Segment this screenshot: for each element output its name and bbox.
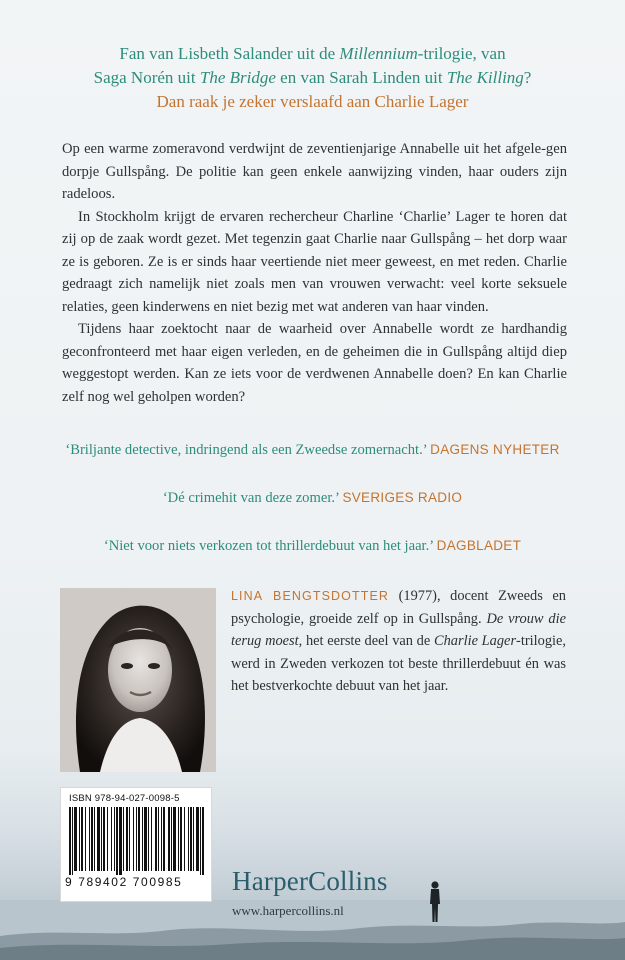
barcode-bar bbox=[200, 807, 201, 875]
barcode-bar bbox=[91, 807, 93, 871]
barcode-bar bbox=[158, 807, 159, 871]
barcode-bar bbox=[151, 807, 152, 871]
tagline-line-1 bbox=[40, 42, 585, 66]
bio-text: -trilogie, werd in Zweden verkozen tot beste thrillerdebuut én was het bestverkochte debuut van het jaar. bbox=[231, 633, 566, 695]
quote-text: ‘Dé crimehit van deze zomer.’ bbox=[162, 490, 343, 506]
tagline-text: Fan van Lisbeth Salander uit de bbox=[119, 44, 340, 63]
barcode-bar bbox=[196, 807, 199, 871]
synopsis-paragraph-1: Op een warme zomeravond verdwijnt de zeventienjarige Annabelle uit het afgele-gen dorpje Gullspång. De politie kan geen enkele aanwijzing vinden, haar ouders zijn radeloos. bbox=[62, 141, 567, 202]
author-bio bbox=[231, 585, 566, 698]
review-quote-2 bbox=[40, 490, 585, 507]
tagline-text: Saga Norén uit bbox=[93, 68, 200, 87]
barcode-bars bbox=[67, 807, 205, 875]
review-quote-3 bbox=[40, 538, 585, 555]
bio-text: , het eerste deel van de bbox=[298, 633, 434, 650]
review-quote-1 bbox=[40, 442, 585, 459]
barcode-bar bbox=[89, 807, 90, 871]
tagline-text: ? bbox=[523, 68, 532, 87]
barcode-bar bbox=[79, 807, 80, 871]
barcode-bar bbox=[161, 807, 162, 871]
barcode-bar bbox=[163, 807, 165, 871]
bio-text: (1977), docent Zweeds en psychologie, groeide zelf op in Gullspång. bbox=[231, 588, 566, 627]
bio-series-title: Charlie Lager bbox=[433, 633, 517, 650]
tagline-title-millennium: Millennium bbox=[339, 44, 418, 63]
tagline-line-3: Dan raak je zeker verslaafd aan Charlie Lager bbox=[156, 92, 469, 111]
tagline-title-the-bridge: The Bridge bbox=[199, 68, 276, 87]
barcode-bar bbox=[72, 807, 73, 875]
synopsis-paragraph-3: Tijdens haar zoektocht naar de waarheid over Annabelle wordt ze hardhandig geconfronteerd met haar eigen verleden, en de geheimen die in Gullspång altijd diep weggestopt werden. Kan ze iets voor de verdwenen Annabelle doen? En kan Charlie zelf nog wel geholpen worden? bbox=[62, 321, 567, 405]
bio-book-title: De vrouw die terug moest bbox=[231, 610, 566, 650]
barcode-bar bbox=[148, 807, 149, 871]
barcode-bar bbox=[180, 807, 182, 871]
publisher-url[interactable]: www.harpercollins.nl bbox=[232, 903, 344, 918]
tagline-line-2 bbox=[40, 66, 585, 90]
barcode-bar bbox=[103, 807, 105, 871]
barcode-bar bbox=[111, 807, 112, 871]
barcode-bar bbox=[101, 807, 102, 871]
quote-text: ‘Niet voor niets verkozen tot thrillerdebuut van het jaar.’ bbox=[103, 538, 437, 554]
barcode-bar bbox=[97, 807, 100, 871]
barcode-bar bbox=[144, 807, 147, 871]
barcode-bar bbox=[133, 807, 134, 871]
barcode-bar bbox=[126, 807, 128, 871]
quote-source: SVERIGES RADIO bbox=[342, 490, 463, 505]
barcode-bar bbox=[107, 807, 108, 871]
barcode-bar bbox=[129, 807, 130, 871]
barcode-bar bbox=[136, 807, 137, 871]
ean-digits: 9 789402 700985 bbox=[65, 875, 183, 889]
barcode-bar bbox=[184, 807, 185, 871]
barcode-bar bbox=[119, 807, 122, 875]
quote-text: ‘Briljante detective, indringend als een Zweedse zomernacht.’ bbox=[65, 442, 431, 458]
synopsis-paragraph-2: In Stockholm krijgt de ervaren rechercheur Charline ‘Charlie’ Lager te horen dat zij op de zaak wordt gezet. Met tegenzin gaat Charlie naar Gullspång – het dorp waar ze is geboren. Ze is er sinds haar veertiende niet meer geweest, en met reden. Charlie gedraagt zich namelijk niet zoals men van vrouwen verwacht: veel korte seksuele relaties, geen kinderwens en niet bezig met wat anderen van haar vinden. bbox=[62, 208, 567, 315]
isbn-label: ISBN 978-94-027-0098-5 bbox=[69, 793, 180, 804]
barcode-bar bbox=[171, 807, 172, 871]
barcode-bar bbox=[94, 807, 95, 871]
barcode-bar bbox=[138, 807, 140, 871]
barcode-bar bbox=[188, 807, 189, 871]
barcode-bar bbox=[173, 807, 176, 871]
barcode-bar bbox=[123, 807, 124, 871]
barcode bbox=[60, 787, 212, 902]
tagline-title-the-killing: The Killing bbox=[446, 68, 524, 87]
barcode-bar bbox=[168, 807, 170, 871]
barcode-bar bbox=[74, 807, 77, 871]
person-silhouette bbox=[424, 880, 446, 924]
publisher-logo: HarperCollins bbox=[232, 866, 388, 896]
quote-source: DAGBLADET bbox=[436, 538, 522, 553]
barcode-bar bbox=[142, 807, 143, 871]
tagline-text: en van Sarah Linden uit bbox=[275, 68, 447, 87]
barcode-bar bbox=[190, 807, 192, 871]
author-name: LINA BENGTSDOTTER bbox=[231, 589, 390, 603]
barcode-bar bbox=[193, 807, 194, 871]
barcode-bar bbox=[178, 807, 179, 871]
barcode-bar bbox=[114, 807, 115, 871]
barcode-bar bbox=[116, 807, 118, 875]
quote-source: DAGENS NYHETER bbox=[430, 442, 560, 457]
tagline-text: -trilogie, van bbox=[417, 44, 506, 63]
author-photo bbox=[60, 588, 216, 772]
barcode-bar bbox=[69, 807, 71, 875]
barcode-bar bbox=[81, 807, 83, 871]
barcode-bar bbox=[202, 807, 204, 875]
author-portrait-illustration bbox=[60, 588, 216, 772]
barcode-bar bbox=[85, 807, 86, 871]
barcode-bar bbox=[155, 807, 157, 871]
tagline bbox=[40, 42, 585, 114]
synopsis bbox=[62, 138, 567, 408]
